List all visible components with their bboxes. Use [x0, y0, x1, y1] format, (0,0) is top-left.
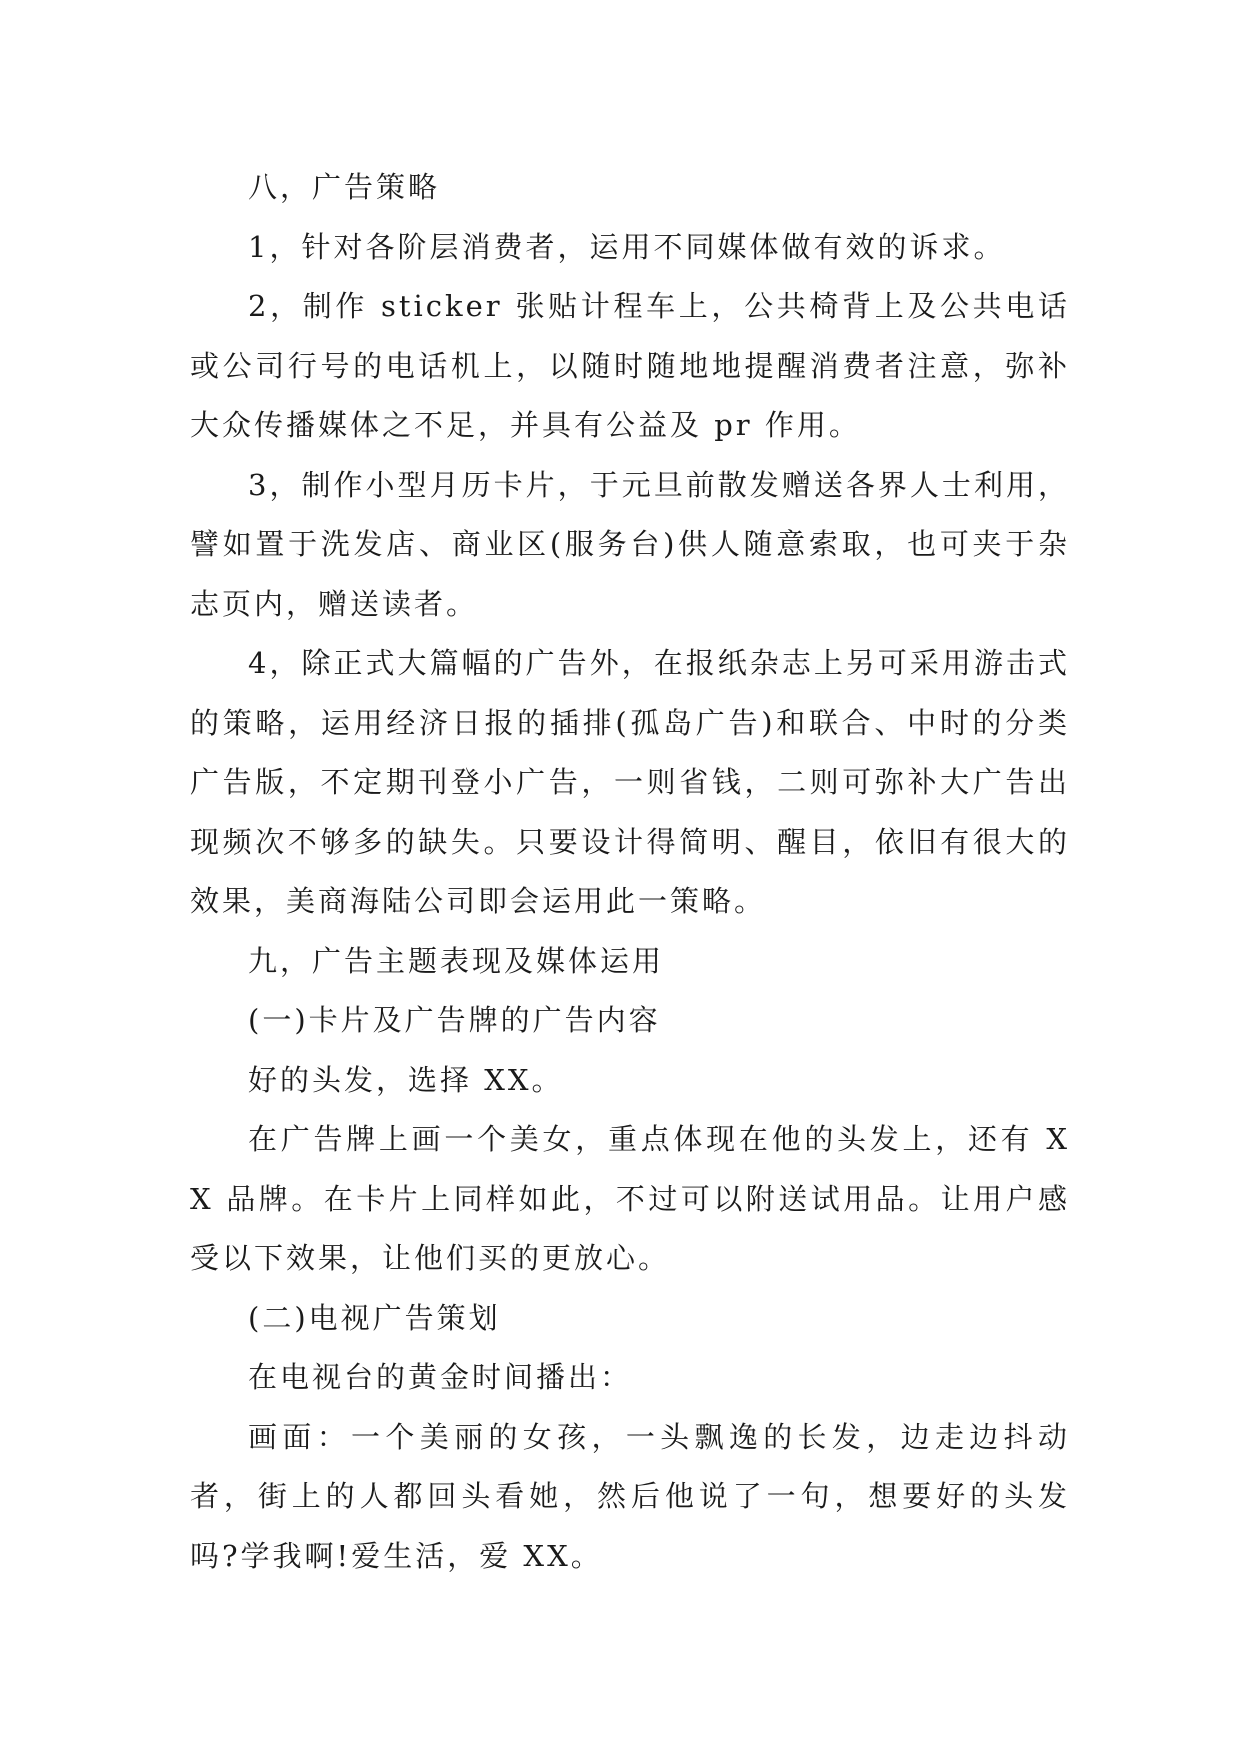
- subheading-card-and-billboard: (一)卡片及广告牌的广告内容: [248, 1003, 661, 1037]
- subheading-tv-advertising: (二)电视广告策划: [248, 1300, 501, 1335]
- section-heading-theme-and-media: 九，广告主题表现及媒体运用: [248, 943, 665, 978]
- paragraph-tv-scene: 画面：一个美丽的女孩，一头飘逸的长发，边走边抖动者，街上的人都回头看她，然后他说了一句，想要好的头发吗?学我啊!爱生活，爱 XX。: [190, 1419, 1070, 1573]
- paragraph-strategy-3: 3，制作小型月历卡片，于元旦前散发赠送各界人士利用，譬如置于洗发店、商业区(服务台)供人随意索取，也可夹于杂志页内，赠送读者。: [190, 467, 1070, 621]
- paragraph-tv-airtime: 在电视台的黄金时间播出：: [248, 1360, 633, 1394]
- paragraph-strategy-1: 1，针对各阶层消费者，运用不同媒体做有效的诉求。: [248, 229, 1006, 264]
- document-body: [190, 158, 1070, 1586]
- paragraph-billboard-description: 在广告牌上画一个美女，重点体现在他的头发上，还有 XX 品牌。在卡片上同样如此，不过可以附送试用品。让用户感受以下效果，让他们买的更放心。: [190, 1122, 1070, 1275]
- paragraph-strategy-2: 2，制作 sticker 张贴计程车上，公共椅背上及公共电话或公司行号的电话机上，以随时随地地提醒消费者注意，弥补大众传播媒体之不足，并具有公益及 pr 作用。: [190, 289, 1070, 442]
- paragraph-strategy-4: 4，除正式大篇幅的广告外，在报纸杂志上另可采用游击式的策略，运用经济日报的插排(孤岛广告)和联合、中时的分类广告版，不定期刊登小广告，一则省钱，二则可弥补大广告出现频次不够多的缺失。只要设计得简明、醒目，依旧有很大的效果，美商海陆公司即会运用此一策略。: [190, 646, 1070, 918]
- paragraph-slogan: 好的头发，选择 XX。: [248, 1062, 564, 1097]
- section-heading-advertising-strategy: 八，广告策略: [248, 170, 441, 204]
